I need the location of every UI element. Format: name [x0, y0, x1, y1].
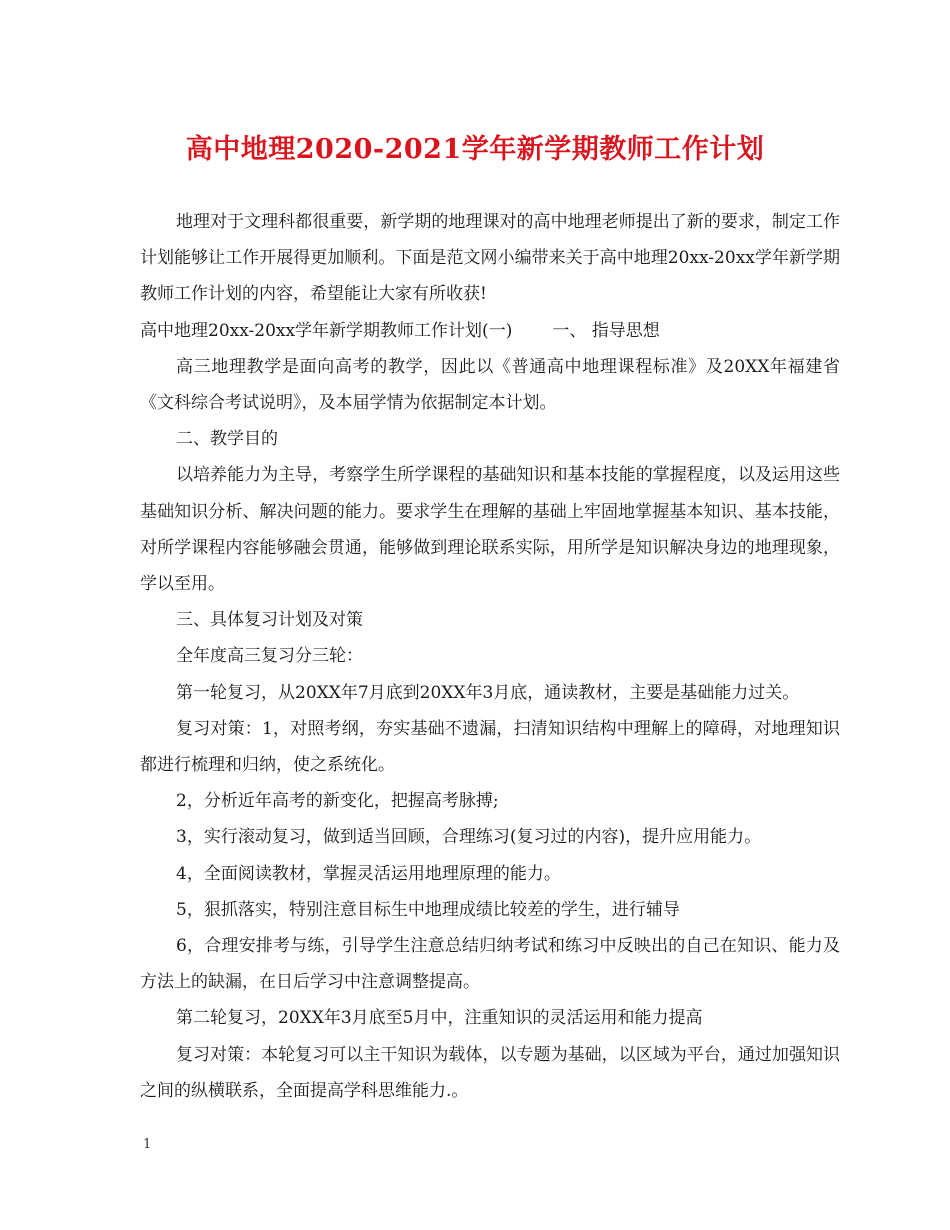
- plan-heading-line: [140, 313, 840, 349]
- round2-paragraph: 第二轮复习，20XX年3月底至5月中，注重知识的灵活运用和能力提高: [176, 1008, 703, 1029]
- strategy-item-5: 5，狠抓落实，特别注意目标生中地理成绩比较差的学生，进行辅导: [176, 899, 680, 920]
- teaching-purpose-paragraph: 以培养能力为主导，考察学生所学课程的基础知识和基本技能的掌握程度，以及运用这些基础知识分析、解决问题的能力。要求学生在理解的基础上牢固地掌握基本知识、基本技能，对所学课程内容能够融会贯通，能够做到理论联系实际，用所学是知识解决身边的地理现象，学以至用。: [140, 465, 840, 595]
- plan-heading: 高中地理20xx-20xx学年新学期教师工作计划(一): [140, 320, 513, 341]
- round1-paragraph: 第一轮复习，从20XX年7月底到20XX年3月底，通读教材，主要是基础能力过关。: [176, 682, 800, 703]
- round1-strategy-paragraph: 复习对策：1，对照考纲，夯实基础不遗漏，扫清知识结构中理解上的障碍，对地理知识都进行梳理和归纳，使之系统化。: [140, 718, 840, 776]
- strategy-item-4: 4，全面阅读教材，掌握灵活运用地理原理的能力。: [176, 863, 561, 884]
- page-title: 高中地理2020-2021学年新学期教师工作计划: [185, 134, 765, 165]
- section-heading-teaching-purpose: 二、教学目的: [176, 429, 278, 450]
- intro-paragraph: 地理对于文理科都很重要，新学期的地理课对的高中地理老师提出了新的要求，制定工作计划能够让工作开展得更加顺利。下面是范文网小编带来关于高中地理20xx-20xx学年新学期教师工作计划的内容，希望能让大家有所收获!: [140, 212, 840, 305]
- review-overview-paragraph: 全年度高三复习分三轮：: [176, 646, 363, 667]
- strategy-item-2: 2，分析近年高考的新变化，把握高考脉搏;: [176, 791, 499, 812]
- section-heading-guiding-ideology: 一、 指导思想: [552, 320, 660, 341]
- strategy-item-6: 6，合理安排考与练，引导学生注意总结归纳考试和练习中反映出的自己在知识、能力及方法上的缺漏，在日后学习中注意调整提高。: [140, 936, 840, 993]
- strategy-item-3: 3，实行滚动复习，做到适当回顾，合理练习(复习过的内容)，提升应用能力。: [176, 827, 762, 848]
- section-heading-review-plan: 三、具体复习计划及对策: [176, 610, 363, 631]
- document-body: [140, 204, 840, 1109]
- round2-strategy-paragraph: 复习对策：本轮复习可以主干知识为载体，以专题为基础，以区域为平台，通过加强知识之间的纵横联系，全面提高学科思维能力.。: [140, 1044, 840, 1101]
- guiding-ideology-paragraph: 高三地理教学是面向高考的教学，因此以《普通高中地理课程标准》及20XX年福建省《文科综合考试说明》，及本届学情为依据制定本计划。: [140, 356, 840, 414]
- page-number: 1: [143, 1137, 152, 1152]
